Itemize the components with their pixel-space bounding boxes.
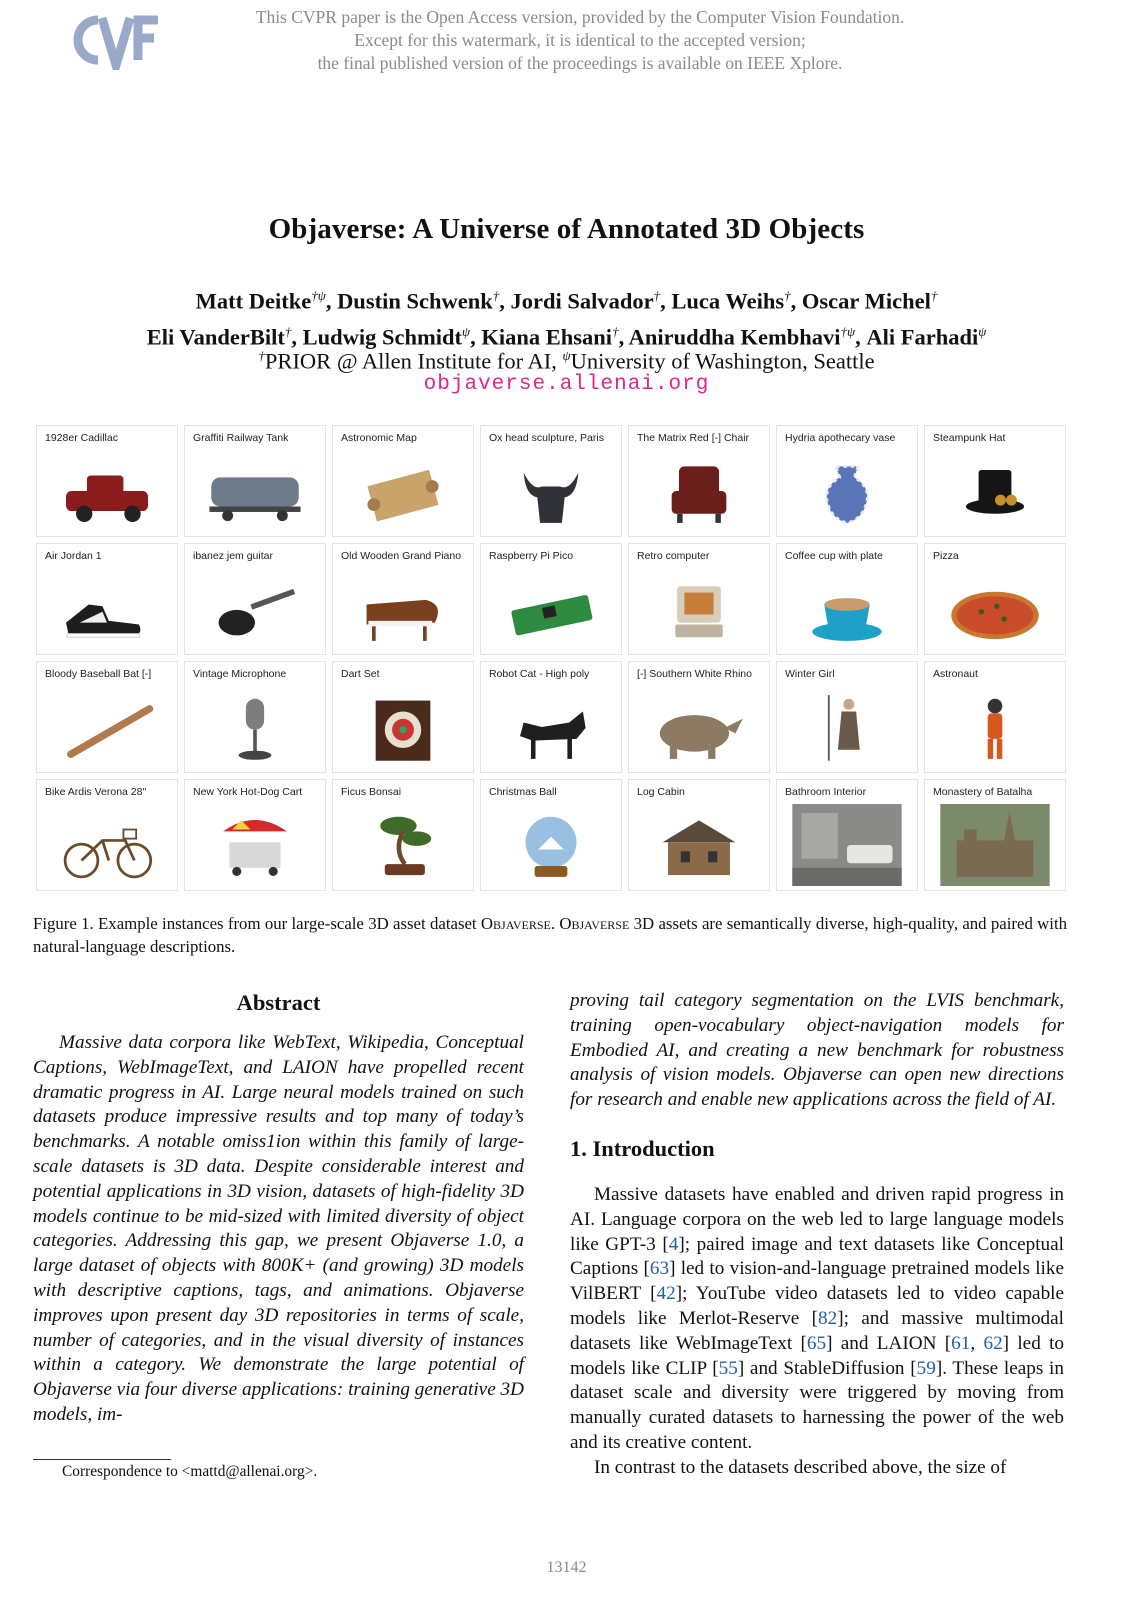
- author-affiliation-mark: ψ: [462, 323, 471, 339]
- figure-cell-label: Astronomic Map: [341, 432, 417, 444]
- caption-text-2: .: [550, 914, 560, 933]
- microphone-icon: [191, 686, 319, 768]
- affiliation-1: PRIOR @ Allen Institute for AI,: [264, 348, 563, 374]
- figure-cell-label: Dart Set: [341, 668, 380, 680]
- figure-cell: [184, 661, 326, 773]
- caption-text-3: 3D assets are semantically diverse, high-quality, and paired with natural-language descriptions.: [33, 914, 1067, 956]
- piano-icon: [339, 568, 467, 650]
- figure-cell-label: Christmas Ball: [489, 786, 557, 798]
- author-name: Ludwig Schmidt: [302, 324, 463, 349]
- figure-cell: [36, 425, 178, 537]
- author-line-2: Eli VanderBilt†, Ludwig Schmidt$^\psi$, Kiana Ehsani†, Aniruddha Kembhavi$^{\dagger\psi}$, Ali Farhadi$^\psi$: [146, 323, 987, 349]
- figure-cell: [480, 425, 622, 537]
- intro-text-segment: ] and StableDiffusion [: [737, 1357, 917, 1379]
- cabin-icon: [635, 804, 763, 886]
- introduction-body: [570, 1183, 1064, 1481]
- watermark-line-1: This CVPR paper is the Open Access version, provided by the Computer Vision Foundation.: [255, 7, 905, 27]
- figure-cell: [332, 425, 474, 537]
- figure-1-grid: [36, 425, 1066, 891]
- caption-dataset-name-1: Objaverse: [480, 914, 551, 933]
- figure-cell: [184, 543, 326, 655]
- figure-cell: [36, 779, 178, 891]
- figure-cell-label: Ox head sculpture, Paris: [489, 432, 604, 444]
- guitar-icon: [191, 568, 319, 650]
- author-affiliation-mark: †: [284, 323, 292, 339]
- figure-cell-label: [-] Southern White Rhino: [637, 668, 752, 680]
- baseball-bat-icon: [43, 686, 171, 768]
- rhino-icon: [635, 686, 763, 768]
- affiliation-2: University of Washington, Seattle: [570, 348, 875, 374]
- figure-cell: [776, 425, 918, 537]
- figure-cell-label: Air Jordan 1: [45, 550, 102, 562]
- author-name: Luca Weihs: [671, 288, 785, 314]
- figure-cell-label: Bathroom Interior: [785, 786, 867, 798]
- figure-cell: [924, 661, 1066, 773]
- figure-cell-label: Bloody Baseball Bat [-]: [45, 668, 152, 680]
- figure-cell-label: Hydria apothecary vase: [785, 432, 896, 444]
- figure-cell-label: Winter Girl: [785, 668, 835, 680]
- intro-text-segment: ]; YouTube video datasets led to video capable models like Merlot-Reserve [: [570, 1283, 1065, 1329]
- watermark-line-2: Except for this watermark, it is identical to the accepted version;: [354, 30, 806, 50]
- citation-link[interactable]: 61: [951, 1332, 971, 1354]
- abstract-continuation: proving tail category segmentation on the LVIS benchmark, training open-vocabulary object-navigation models for Embodied AI, and creating a new benchmark for robustness analysis of vision models. Objaverse can open new directions for research and enable new applications across the field of AI.: [570, 990, 1064, 1111]
- figure-cell: [36, 661, 178, 773]
- intro-text-segment: ]; paired image and text datasets like Conceptual Captions [: [570, 1233, 1064, 1280]
- sneaker-icon: [43, 568, 171, 650]
- figure-1-caption: [33, 912, 1067, 958]
- author-name: Jordi Salvador: [510, 288, 654, 314]
- project-url[interactable]: objaverse.allenai.org: [423, 373, 710, 396]
- figure-cell: [924, 779, 1066, 891]
- figure-cell-label: ibanez jem guitar: [193, 550, 273, 562]
- figure-cell: [36, 543, 178, 655]
- figure-cell: [776, 661, 918, 773]
- figure-cell: [924, 543, 1066, 655]
- figure-cell: [332, 543, 474, 655]
- bicycle-icon: [43, 804, 171, 886]
- abstract-heading: Abstract: [236, 990, 321, 1015]
- abstract-body: Massive data corpora like WebText, Wikipedia, Conceptual Captions, WebImageText, and LAION have propelled recent dramatic progress in AI. Large neural models trained on such datasets produce impressive results and top many of today’s benchmarks. A notable omiss1ion within this family of large-scale datasets is 3D data. Despite considerable interest and potential applications in 3D vision, datasets of high-fidelity 3D models continue to be mid-sized with limited diversity of object categories. Addressing this gap, we present Objaverse 1.0, a large dataset of objects with 800K+ (and growing) 3D models with descriptive captions, tags, and animations. Objaverse improves upon present day 3D repositories in terms of scale, number of categories, and in the visual diversity of instances within a category. We demonstrate the large potential of Objaverse via four diverse applications: training generative 3D models, im-: [33, 1032, 524, 1425]
- author-line-1: Matt Deitke$^{\dagger\psi}$, Dustin Schwenk†, Jordi Salvador†, Luca Weihs†, Oscar Michel†: [195, 288, 938, 314]
- figure-cell-label: Pizza: [933, 550, 959, 562]
- ox-head-icon: [487, 450, 615, 532]
- introduction-paragraph-2: In contrast to the datasets described above, the size of: [594, 1456, 1007, 1478]
- cvf-logo: [68, 10, 160, 70]
- author-affiliation-mark: †: [653, 288, 661, 303]
- intro-text-segment: ] and LAION [: [826, 1332, 952, 1354]
- author-name: Dustin Schwenk: [337, 288, 493, 314]
- citation-link[interactable]: 4: [668, 1233, 679, 1255]
- figure-cell-label: Old Wooden Grand Piano: [341, 550, 462, 562]
- affiliation-mark-1: †: [258, 348, 265, 363]
- bathroom-icon: [783, 804, 911, 886]
- intro-text-segment: ] led to vision-and-language pretrained models like VilBERT [: [570, 1258, 1064, 1305]
- author-affiliation-mark: †: [492, 288, 500, 303]
- intro-text-segment: ] led to models like CLIP [: [570, 1332, 1065, 1379]
- author-name: Matt Deitke: [195, 288, 312, 314]
- affiliation-mark-2: ψ: [562, 348, 571, 363]
- figure-cell-label: 1928er Cadillac: [45, 432, 118, 444]
- author-name: Aniruddha Kembhavi: [628, 324, 841, 349]
- figure-cell-label: Retro computer: [637, 550, 710, 562]
- watermark-notice: [200, 6, 960, 75]
- figure-cell: [332, 661, 474, 773]
- figure-cell: [480, 661, 622, 773]
- caption-text-1: Figure 1. Example instances from our large-scale 3D asset dataset: [33, 914, 481, 933]
- intro-text-segment: ]; and massive multimodal datasets like WebImageText [: [570, 1307, 1064, 1354]
- author-name: Kiana Ehsani: [481, 324, 613, 349]
- car-icon: [43, 450, 171, 532]
- footnote-rule: [33, 1459, 171, 1460]
- snow-globe-icon: [487, 804, 615, 886]
- figure-cell: [184, 425, 326, 537]
- citation-link[interactable]: 63: [649, 1258, 670, 1280]
- figure-cell-label: Robot Cat - High poly: [489, 668, 590, 680]
- footnote: Correspondence to <mattd@allenai.org>.: [62, 1463, 318, 1480]
- armchair-icon: [635, 450, 763, 532]
- affiliations: [0, 341, 1133, 377]
- dartboard-icon: [339, 686, 467, 768]
- intro-text-segment: Massive datasets have enabled and driven rapid progress in AI. Language corpora on the web led to large language models like GPT-3 [: [570, 1184, 1064, 1255]
- vase-icon: [783, 450, 911, 532]
- figure-cell: [480, 543, 622, 655]
- bonsai-icon: [339, 804, 467, 886]
- introduction-paragraph-1: [570, 1183, 1064, 1456]
- hotdog-cart-icon: [191, 804, 319, 886]
- figure-cell-label: Graffiti Railway Tank: [193, 432, 289, 444]
- cathedral-icon: [931, 804, 1059, 886]
- citation-link[interactable]: 62: [983, 1332, 1003, 1354]
- robot-cat-icon: [487, 686, 615, 768]
- paper-title: Objaverse: A Universe of Annotated 3D Objects: [268, 213, 865, 245]
- figure-cell: [628, 425, 770, 537]
- intro-text-segment: ]. These leaps in dataset scale and diversity were triggered by moving from manually curated datasets to harnessing the power of the web and its creative content.: [570, 1357, 1064, 1453]
- author-name: Ali Farhadi: [866, 324, 979, 349]
- figure-cell: [184, 779, 326, 891]
- train-tank-icon: [191, 450, 319, 532]
- figure-cell: [628, 543, 770, 655]
- figure-cell-label: New York Hot-Dog Cart: [193, 786, 303, 798]
- author-affiliation-mark: †: [612, 323, 619, 339]
- figure-cell: [924, 425, 1066, 537]
- figure-cell: [776, 779, 918, 891]
- scroll-icon: [339, 450, 467, 532]
- watermark-line-3: the final published version of the proceedings is available on IEEE Xplore.: [317, 53, 843, 73]
- coffee-cup-icon: [783, 568, 911, 650]
- figure-cell: [480, 779, 622, 891]
- author-name: Oscar Michel: [801, 288, 931, 314]
- intro-text-segment: ,: [970, 1332, 984, 1354]
- figure-cell-label: Steampunk Hat: [933, 432, 1006, 444]
- author-affiliation-mark: †: [930, 288, 938, 303]
- figure-icon: [783, 686, 911, 768]
- citation-link[interactable]: 59: [916, 1357, 936, 1379]
- author-affiliation-mark: †ψ: [840, 323, 856, 339]
- circuit-board-icon: [487, 568, 615, 650]
- top-hat-icon: [931, 450, 1059, 532]
- figure-cell-label: Vintage Microphone: [193, 668, 287, 680]
- figure-cell-label: Monastery of Batalha: [933, 786, 1033, 798]
- figure-cell-label: Astronaut: [933, 668, 978, 680]
- astronaut-icon: [931, 686, 1059, 768]
- figure-cell-label: Bike Ardis Verona 28": [45, 786, 147, 798]
- author-affiliation-mark: ψ: [978, 323, 987, 339]
- citation-link[interactable]: 65: [806, 1332, 827, 1354]
- page-number: 13142: [546, 1559, 587, 1576]
- caption-dataset-name-2: Objaverse: [559, 914, 630, 933]
- figure-cell-label: Raspberry Pi Pico: [489, 550, 574, 562]
- figure-cell: [776, 543, 918, 655]
- author-name: Eli VanderBilt: [146, 324, 285, 349]
- citation-link[interactable]: 55: [718, 1357, 738, 1379]
- citation-link[interactable]: 42: [656, 1283, 676, 1305]
- author-affiliation-mark: †ψ: [311, 288, 326, 303]
- introduction-heading: 1. Introduction: [570, 1136, 715, 1161]
- computer-icon: [635, 568, 763, 650]
- author-affiliation-mark: †: [784, 288, 791, 303]
- figure-cell: [628, 661, 770, 773]
- pizza-icon: [931, 568, 1059, 650]
- figure-cell: [628, 779, 770, 891]
- figure-cell-label: Coffee cup with plate: [785, 550, 883, 562]
- citation-link[interactable]: 82: [818, 1307, 838, 1329]
- figure-cell-label: Log Cabin: [637, 786, 685, 798]
- figure-cell: [332, 779, 474, 891]
- figure-cell-label: The Matrix Red [-] Chair: [637, 432, 750, 444]
- figure-cell-label: Ficus Bonsai: [341, 786, 402, 798]
